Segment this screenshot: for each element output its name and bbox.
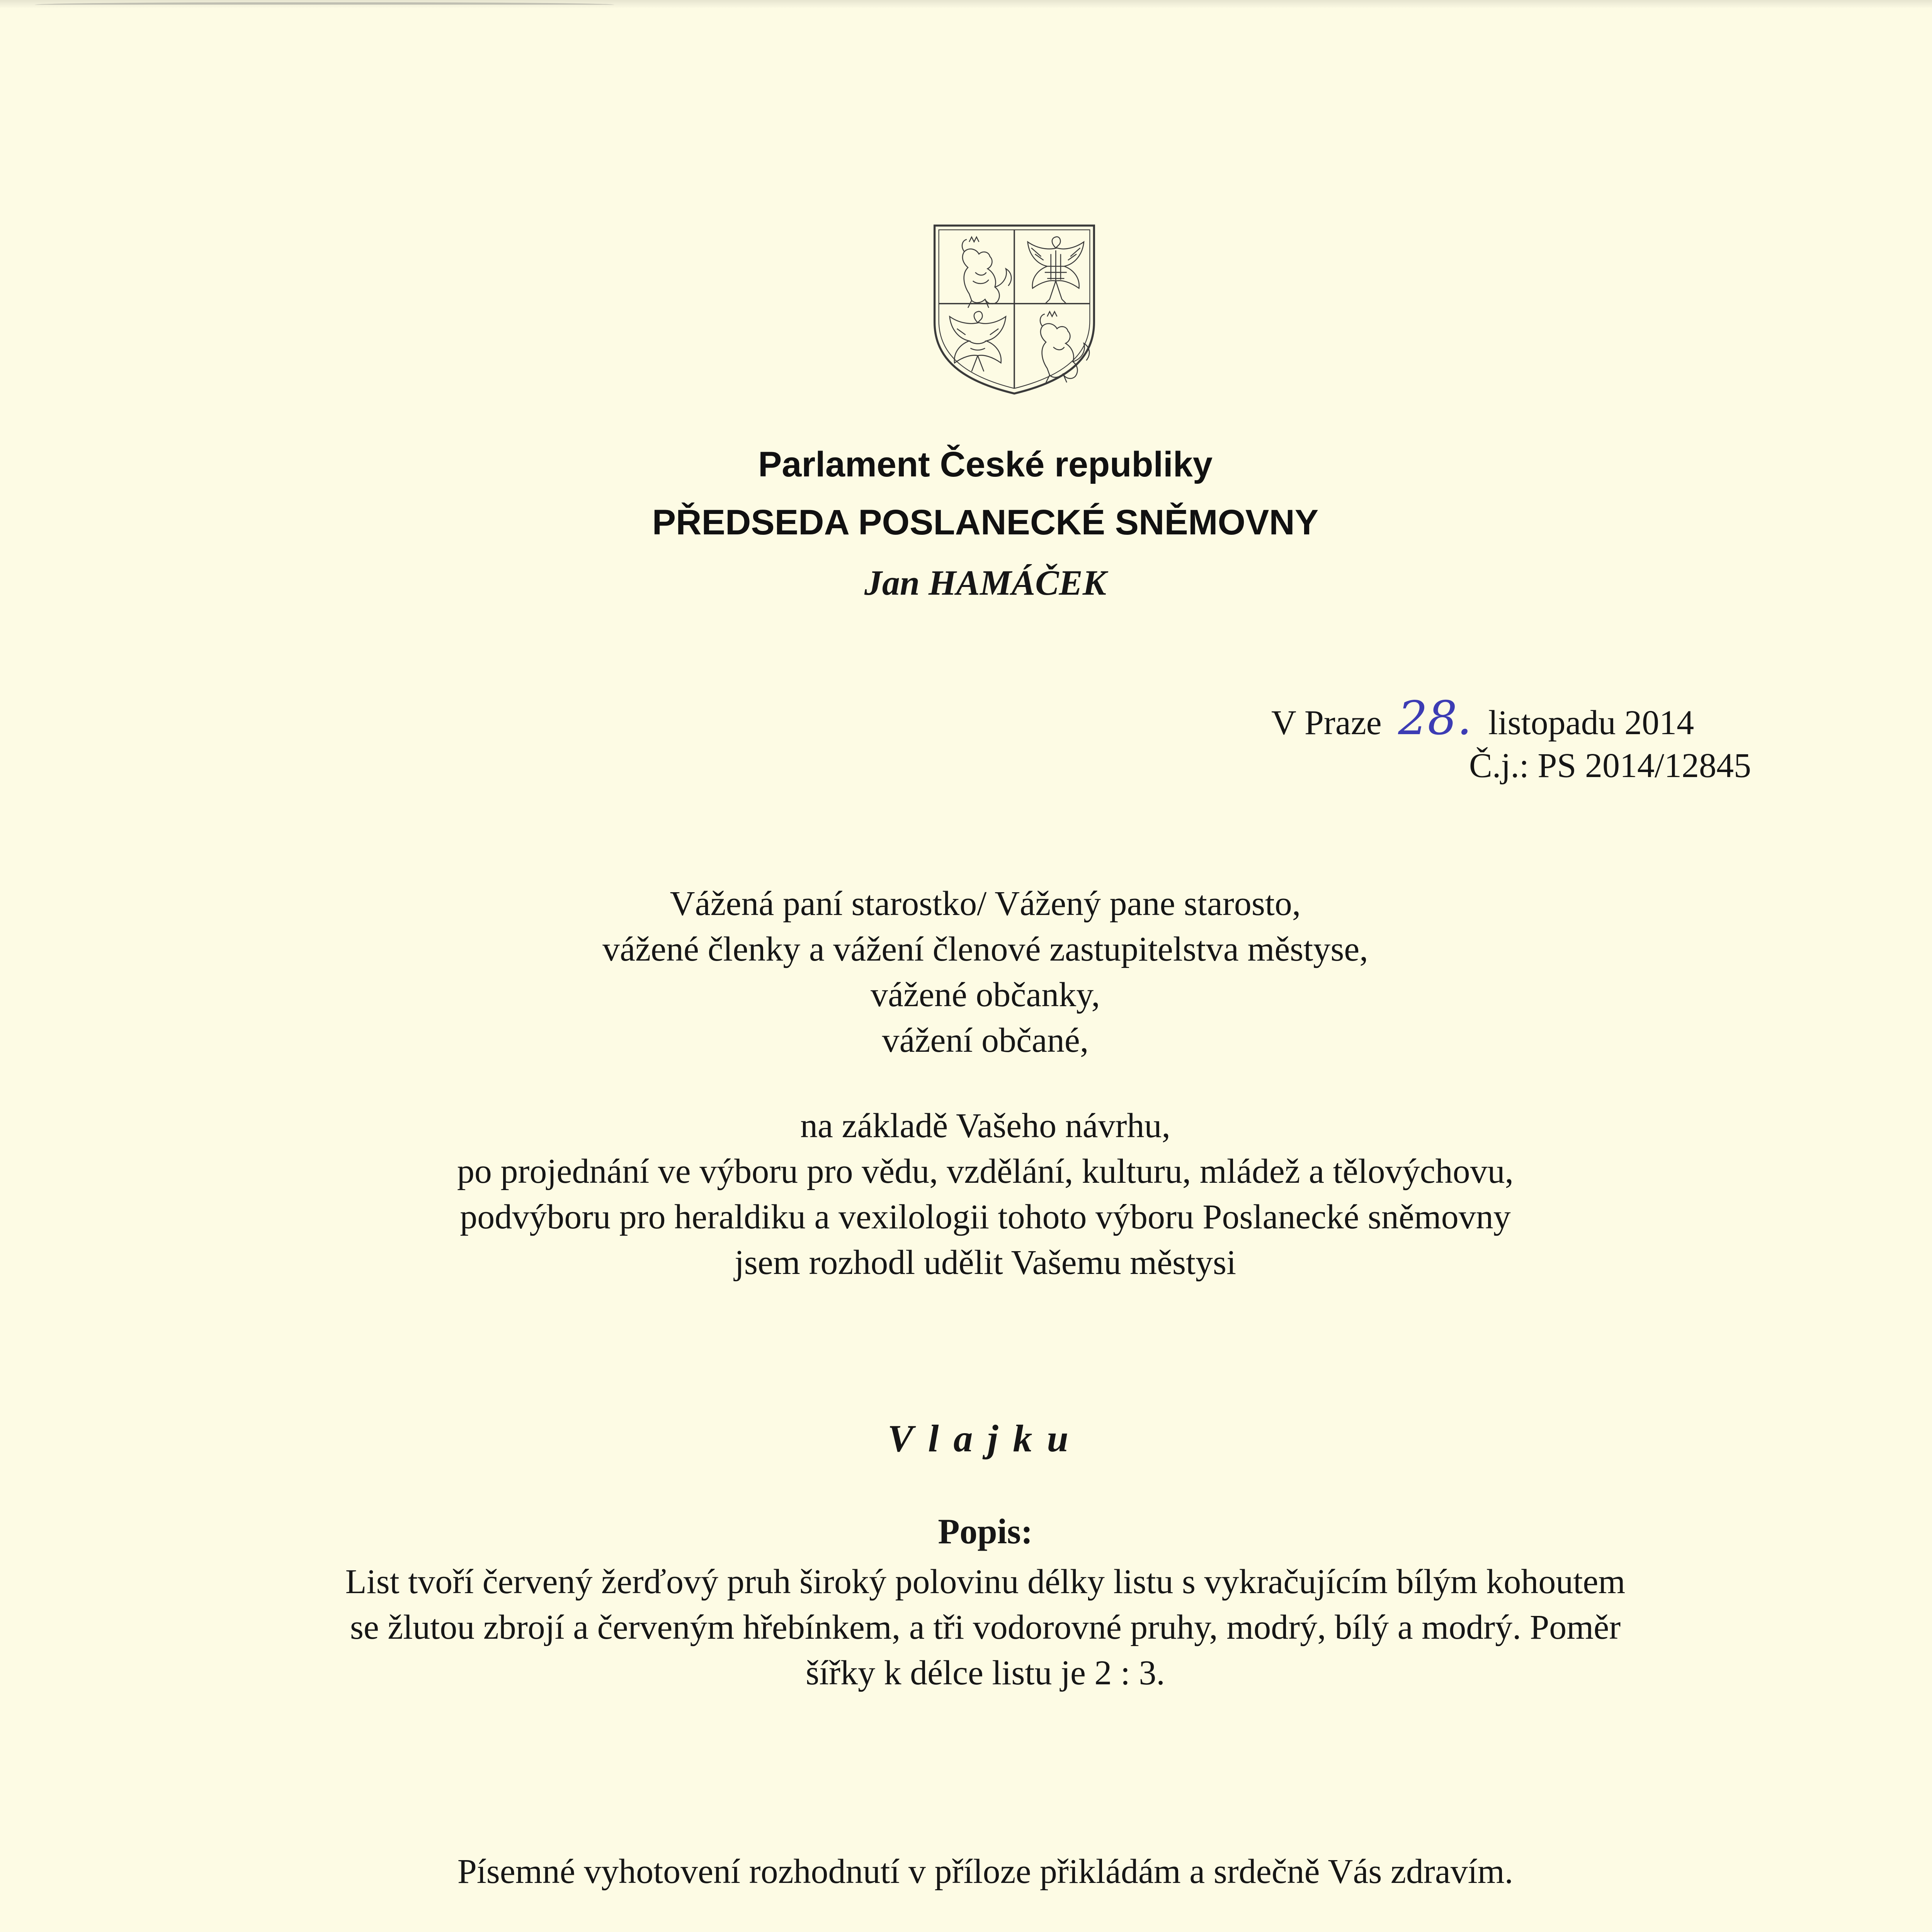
description-line: šířky k délce listu je 2 : 3. bbox=[806, 1654, 1165, 1692]
office-title: PŘEDSEDA POSLANECKÉ SNĚMOVNY bbox=[652, 503, 1319, 542]
reference-number: Č.j.: PS 2014/12845 bbox=[1469, 747, 1751, 785]
organization-name: Parlament České republiky bbox=[758, 445, 1213, 484]
award-heading: Vlajku bbox=[888, 1417, 1083, 1460]
date-suffix: listopadu 2014 bbox=[1488, 704, 1694, 742]
date-line bbox=[1271, 692, 1694, 745]
flag-description bbox=[0, 1559, 1932, 1696]
decision-paragraph bbox=[0, 1103, 1932, 1286]
greeting-line: vážené členky a vážení členové zastupitelstva městyse, bbox=[602, 930, 1368, 968]
greeting-line: Vážená paní starostko/ Vážený pane starosto, bbox=[670, 884, 1301, 923]
closing-line: Písemné vyhotovení rozhodnutí v příloze přikládám a srdečně Vás zdravím. bbox=[457, 1852, 1514, 1891]
scan-mark-top bbox=[35, 2, 614, 9]
official-name: Jan HAMÁČEK bbox=[864, 563, 1107, 602]
decision-line: na základě Vašeho návrhu, bbox=[800, 1107, 1170, 1145]
decision-line: podvýboru pro heraldiku a vexilologii tohoto výboru Poslanecké sněmovny bbox=[460, 1198, 1511, 1236]
closing-sentence bbox=[0, 1849, 1932, 1895]
description-label: Popis: bbox=[938, 1512, 1033, 1551]
date-day-handwritten: 28. bbox=[1398, 692, 1472, 745]
greeting bbox=[0, 881, 1932, 1063]
czech-state-coat-of-arms-icon bbox=[929, 222, 1099, 396]
description-line: List tvoří červený žerďový pruh široký polovinu délky listu s vykračujícím bílým kohoutem bbox=[345, 1563, 1626, 1601]
description-line: se žlutou zbrojí a červeným hřebínkem, a tři vodorovné pruhy, modrý, bílý a modrý. Poměr bbox=[350, 1608, 1621, 1646]
greeting-line: vážené občanky, bbox=[871, 976, 1100, 1014]
greeting-line: vážení občané, bbox=[882, 1021, 1089, 1060]
date-prefix: V Praze bbox=[1271, 704, 1382, 742]
decision-line: po projednání ve výboru pro vědu, vzdělání, kulturu, mládež a tělovýchovu, bbox=[457, 1152, 1514, 1190]
decision-line: jsem rozhodl udělit Vašemu městysi bbox=[734, 1243, 1236, 1282]
